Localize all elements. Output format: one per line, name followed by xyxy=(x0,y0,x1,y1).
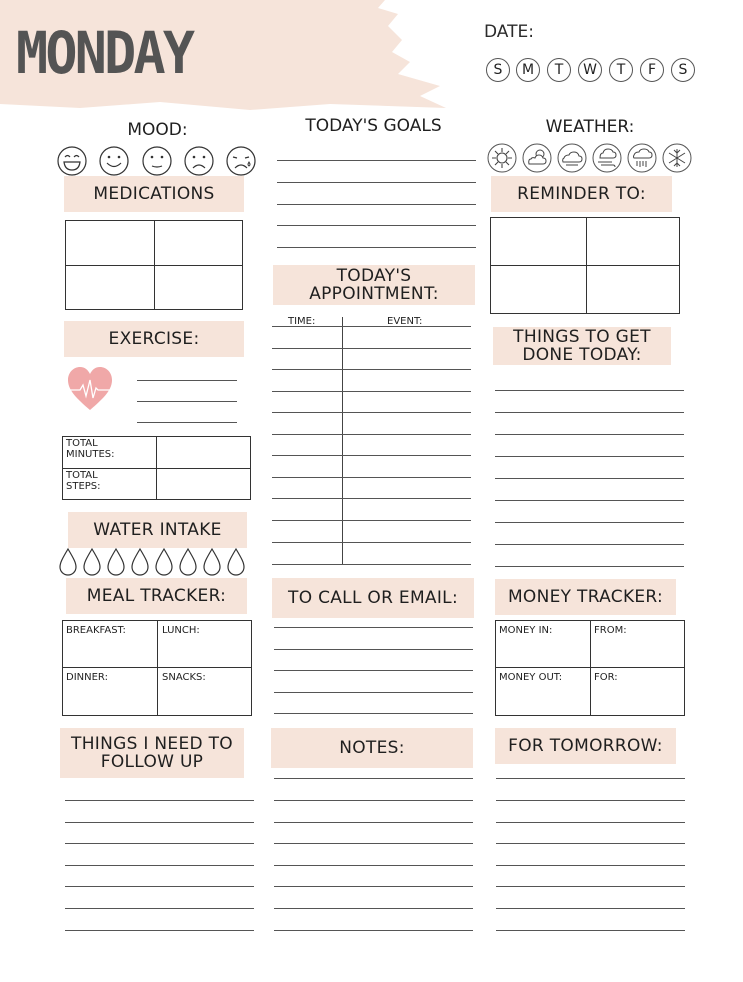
call-email-header: TO CALL OR EMAIL: xyxy=(272,578,474,618)
tomorrow-line[interactable] xyxy=(496,886,685,887)
cloudy-icon[interactable] xyxy=(557,143,587,173)
mood-label: MOOD: xyxy=(127,120,188,140)
goal-line[interactable] xyxy=(277,204,476,205)
heartbeat-icon xyxy=(66,366,114,412)
task-line[interactable] xyxy=(495,478,684,479)
call-email-line[interactable] xyxy=(274,627,473,628)
follow-up-line[interactable] xyxy=(65,865,254,866)
things-to-get-done-line2: DONE TODAY: xyxy=(522,345,642,365)
goal-line[interactable] xyxy=(277,225,476,226)
tomorrow-line[interactable] xyxy=(496,778,685,779)
total-minutes-label: TOTAL MINUTES: xyxy=(66,438,115,460)
grid-divider xyxy=(62,468,251,469)
goal-line[interactable] xyxy=(277,247,476,248)
weekday-wednesday[interactable]: W xyxy=(578,58,602,82)
follow-up-header-line2: FOLLOW UP xyxy=(100,752,204,772)
appointment-header xyxy=(273,265,475,305)
exercise-line[interactable] xyxy=(137,401,237,402)
date-label: DATE: xyxy=(484,22,534,42)
weekday-sunday[interactable]: S xyxy=(486,58,510,82)
task-line[interactable] xyxy=(495,412,684,413)
tomorrow-line[interactable] xyxy=(496,865,685,866)
rain-icon[interactable] xyxy=(627,143,657,173)
weather-label: WEATHER: xyxy=(545,117,635,137)
call-email-line[interactable] xyxy=(274,692,473,693)
tomorrow-line[interactable] xyxy=(496,908,685,909)
appointment-row[interactable] xyxy=(272,434,471,435)
tomorrow-line[interactable] xyxy=(496,822,685,823)
for-tomorrow-header: FOR TOMORROW: xyxy=(495,728,676,764)
money-tracker-header: MONEY TRACKER: xyxy=(495,579,676,615)
appointment-row[interactable] xyxy=(272,455,471,456)
follow-up-line[interactable] xyxy=(65,843,254,844)
task-line[interactable] xyxy=(495,544,684,545)
page-title: MONDAY xyxy=(16,19,193,87)
notes-line[interactable] xyxy=(274,822,473,823)
things-to-get-done-line1: THINGS TO GET xyxy=(513,327,651,347)
goal-line[interactable] xyxy=(277,182,476,183)
water-drop-icons xyxy=(58,547,252,577)
windy-icon[interactable] xyxy=(592,143,622,173)
time-column-label: TIME: xyxy=(288,316,316,327)
appointment-header-line2: APPOINTMENT: xyxy=(309,284,439,304)
notes-line[interactable] xyxy=(274,886,473,887)
call-email-line[interactable] xyxy=(274,713,473,714)
crying-face-icon[interactable] xyxy=(225,145,257,177)
tomorrow-line[interactable] xyxy=(496,930,685,931)
things-to-get-done-header xyxy=(493,327,671,365)
appointment-row[interactable] xyxy=(272,391,471,392)
task-line[interactable] xyxy=(495,390,684,391)
tomorrow-line[interactable] xyxy=(496,800,685,801)
weekday-monday[interactable]: M xyxy=(516,58,540,82)
money-in-label: MONEY IN: xyxy=(499,625,553,636)
follow-up-line[interactable] xyxy=(65,800,254,801)
lunch-label: LUNCH: xyxy=(162,625,200,636)
weekday-saturday[interactable]: S xyxy=(671,58,695,82)
total-steps-label: TOTAL STEPS: xyxy=(66,470,101,492)
appointment-header-line1: TODAY'S xyxy=(336,266,412,286)
smiling-face-icon[interactable] xyxy=(98,145,130,177)
grid-divider xyxy=(62,667,252,668)
notes-line[interactable] xyxy=(274,908,473,909)
exercise-line[interactable] xyxy=(137,380,237,381)
notes-line[interactable] xyxy=(274,800,473,801)
money-out-label: MONEY OUT: xyxy=(499,672,563,683)
water-intake-header: WATER INTAKE xyxy=(68,512,247,548)
follow-up-line[interactable] xyxy=(65,886,254,887)
todays-goals-label: TODAY'S GOALS xyxy=(305,116,442,136)
follow-up-header-line1: THINGS I NEED TO xyxy=(71,734,233,754)
snow-icon[interactable] xyxy=(662,143,692,173)
follow-up-line[interactable] xyxy=(65,822,254,823)
grid-divider xyxy=(490,265,680,266)
dinner-label: DINNER: xyxy=(66,672,108,683)
notes-header: NOTES: xyxy=(271,728,473,768)
grid-divider xyxy=(590,620,591,716)
grid-divider xyxy=(495,667,685,668)
event-column-label: EVENT: xyxy=(387,316,423,327)
follow-up-line[interactable] xyxy=(65,930,254,931)
medications-header: MEDICATIONS xyxy=(64,176,244,212)
exercise-header: EXERCISE: xyxy=(64,321,244,357)
partly-cloudy-icon[interactable] xyxy=(522,143,552,173)
snacks-label: SNACKS: xyxy=(162,672,206,683)
call-email-line[interactable] xyxy=(274,649,473,650)
task-line[interactable] xyxy=(495,434,684,435)
sun-icon[interactable] xyxy=(487,143,517,173)
goal-line[interactable] xyxy=(277,160,476,161)
weekday-tuesday[interactable]: T xyxy=(547,58,571,82)
call-email-line[interactable] xyxy=(274,670,473,671)
grid-divider xyxy=(157,620,158,716)
meal-tracker-header: MEAL TRACKER: xyxy=(66,578,247,614)
appointment-row[interactable] xyxy=(272,326,471,327)
sad-face-icon[interactable] xyxy=(183,145,215,177)
follow-up-line[interactable] xyxy=(65,908,254,909)
appointment-row[interactable] xyxy=(272,520,471,521)
appointment-row[interactable] xyxy=(272,412,471,413)
appointment-row[interactable] xyxy=(272,542,471,543)
from-label: FROM: xyxy=(594,625,627,636)
task-line[interactable] xyxy=(495,522,684,523)
task-line[interactable] xyxy=(495,566,684,567)
notes-line[interactable] xyxy=(274,865,473,866)
weekday-friday[interactable]: F xyxy=(640,58,664,82)
for-label: FOR: xyxy=(594,672,618,683)
notes-line[interactable] xyxy=(274,930,473,931)
task-line[interactable] xyxy=(495,500,684,501)
neutral-face-icon[interactable] xyxy=(141,145,173,177)
follow-up-header xyxy=(60,728,244,778)
notes-line[interactable] xyxy=(274,843,473,844)
appointment-row[interactable] xyxy=(272,498,471,499)
breakfast-label: BREAKFAST: xyxy=(66,625,126,636)
appointment-divider xyxy=(342,317,343,565)
notes-line[interactable] xyxy=(274,778,473,779)
laughing-face-icon[interactable] xyxy=(56,145,88,177)
weekday-thursday[interactable]: T xyxy=(609,58,633,82)
appointment-row[interactable] xyxy=(272,369,471,370)
tomorrow-line[interactable] xyxy=(496,843,685,844)
task-line[interactable] xyxy=(495,456,684,457)
appointment-row[interactable] xyxy=(272,564,471,565)
grid-divider xyxy=(65,265,243,266)
exercise-line[interactable] xyxy=(137,422,237,423)
reminder-header: REMINDER TO: xyxy=(491,176,672,212)
appointment-row[interactable] xyxy=(272,477,471,478)
appointment-row[interactable] xyxy=(272,348,471,349)
